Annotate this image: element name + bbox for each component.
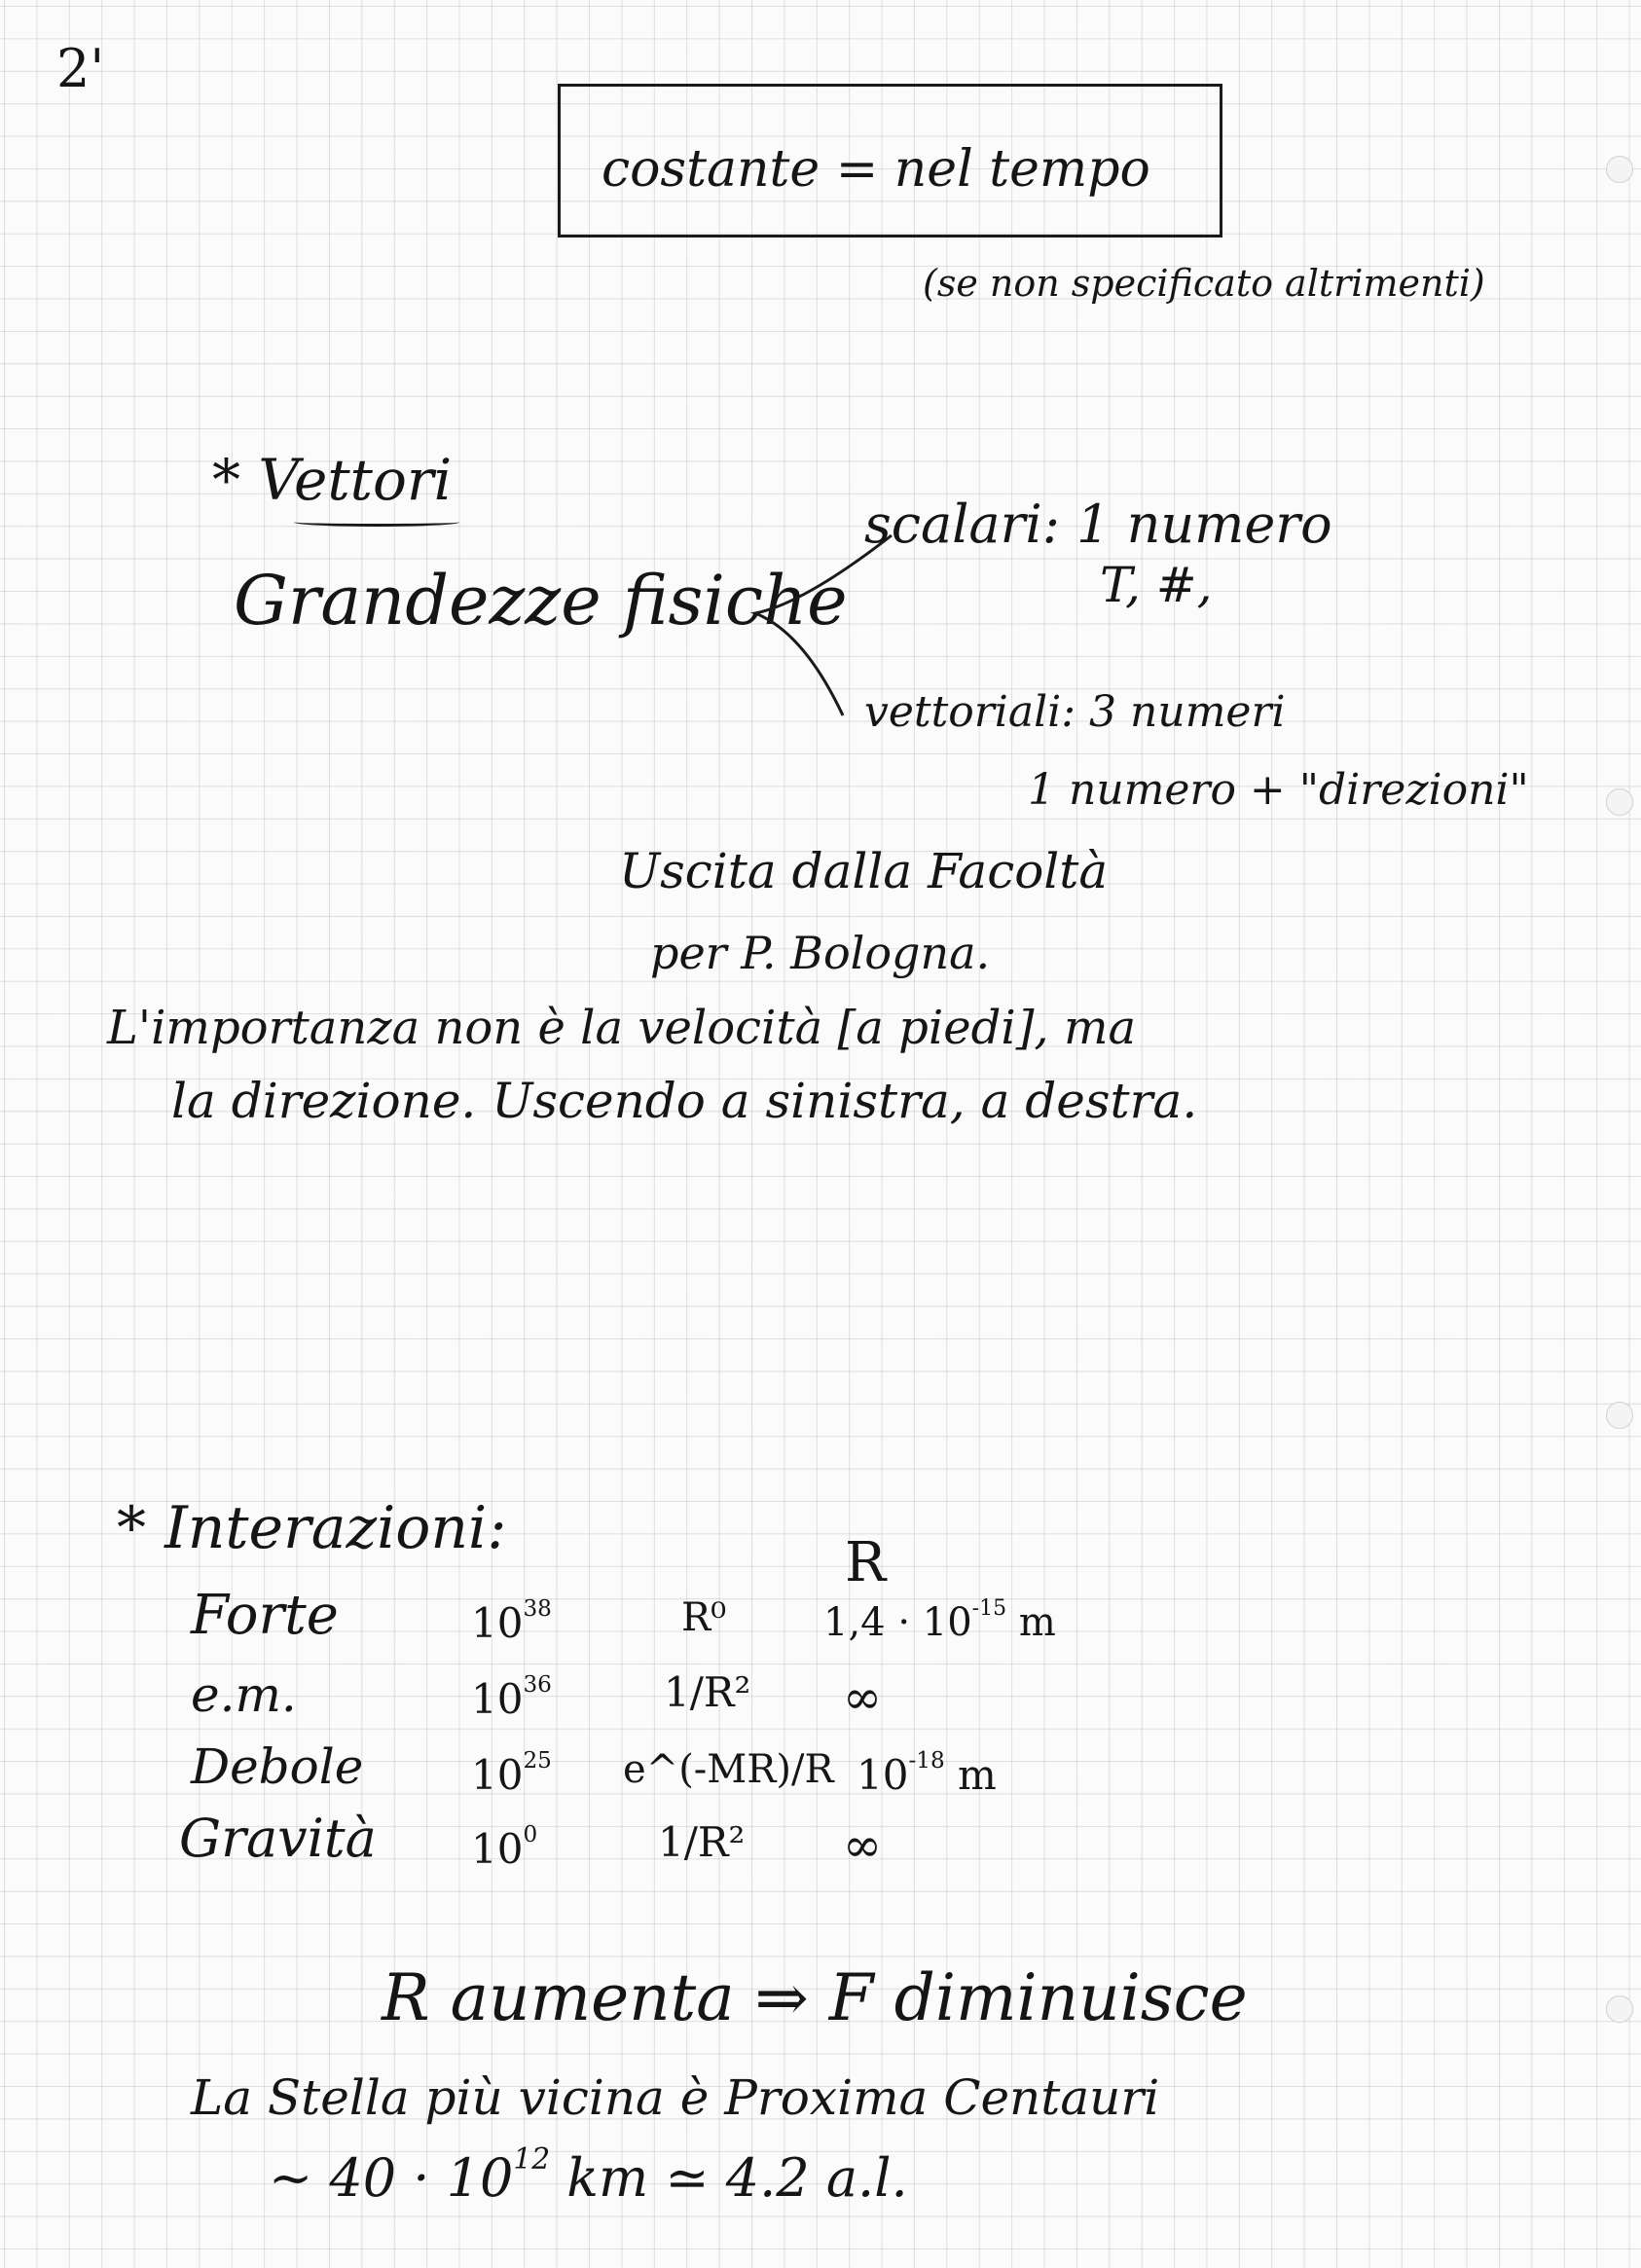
conclusion-line-1: R aumenta ⇒ F diminuisce bbox=[382, 1960, 1248, 2035]
vettoriali-detail: 1 numero + "direzioni" bbox=[1028, 765, 1529, 815]
example-line-2: per P. Bologna. bbox=[650, 927, 991, 979]
section-heading-vettori: * Vettori bbox=[212, 447, 453, 513]
interaction-range: ∞ bbox=[843, 1818, 882, 1874]
interaction-dependence: R⁰ bbox=[681, 1595, 727, 1640]
binder-hole bbox=[1606, 1995, 1633, 2023]
binder-hole bbox=[1606, 788, 1633, 816]
interaction-range: $10^{-18}$ m bbox=[857, 1748, 997, 1799]
heading-underline bbox=[294, 518, 459, 527]
interaction-name: e.m. bbox=[191, 1666, 297, 1723]
interaction-strength: $10^{36}$ bbox=[471, 1672, 552, 1723]
interaction-name: Debole bbox=[191, 1738, 364, 1795]
interaction-range: $1,4 \cdot 10^{-15}$ m bbox=[823, 1596, 1056, 1645]
column-header-r: R bbox=[845, 1531, 887, 1594]
definition-note: (se non specificato altrimenti) bbox=[923, 262, 1485, 305]
example-line-1: Uscita dalla Facoltà bbox=[619, 843, 1109, 899]
interaction-dependence: e^(-MR)/R bbox=[623, 1747, 834, 1792]
scalari-examples: T, #, bbox=[1100, 557, 1213, 613]
definition-text: costante = nel tempo bbox=[602, 140, 1150, 199]
interaction-strength: $10^0$ bbox=[471, 1822, 538, 1873]
example-line-4: la direzione. Uscendo a sinistra, a destra. bbox=[171, 1073, 1198, 1129]
binder-hole bbox=[1606, 156, 1633, 183]
conclusion-line-3: ~ $40 \cdot 10^{12}$ km ≃ 4.2 a.l. bbox=[269, 2142, 908, 2210]
conclusion-line-2: La Stella più vicina è Proxima Centauri bbox=[191, 2069, 1160, 2126]
binder-hole bbox=[1606, 1402, 1633, 1429]
vettoriali-label: vettoriali: 3 numeri bbox=[864, 687, 1286, 737]
interaction-dependence: 1/R² bbox=[658, 1818, 746, 1866]
interaction-dependence: 1/R² bbox=[664, 1668, 751, 1716]
term-grandezze-fisiche: Grandezze fisiche bbox=[234, 561, 848, 640]
page-number: 2' bbox=[56, 38, 105, 99]
interaction-name: Gravità bbox=[179, 1808, 377, 1869]
scalari-label: scalari: 1 numero bbox=[864, 494, 1332, 555]
interaction-name: Forte bbox=[191, 1584, 339, 1647]
example-line-3: L'importanza non è la velocità [a piedi], ma bbox=[107, 1001, 1137, 1055]
interaction-strength: $10^{25}$ bbox=[471, 1748, 552, 1799]
interaction-strength: $10^{38}$ bbox=[471, 1596, 552, 1647]
section-heading-interazioni: * Interazioni: bbox=[117, 1494, 507, 1562]
interaction-range: ∞ bbox=[843, 1670, 882, 1726]
